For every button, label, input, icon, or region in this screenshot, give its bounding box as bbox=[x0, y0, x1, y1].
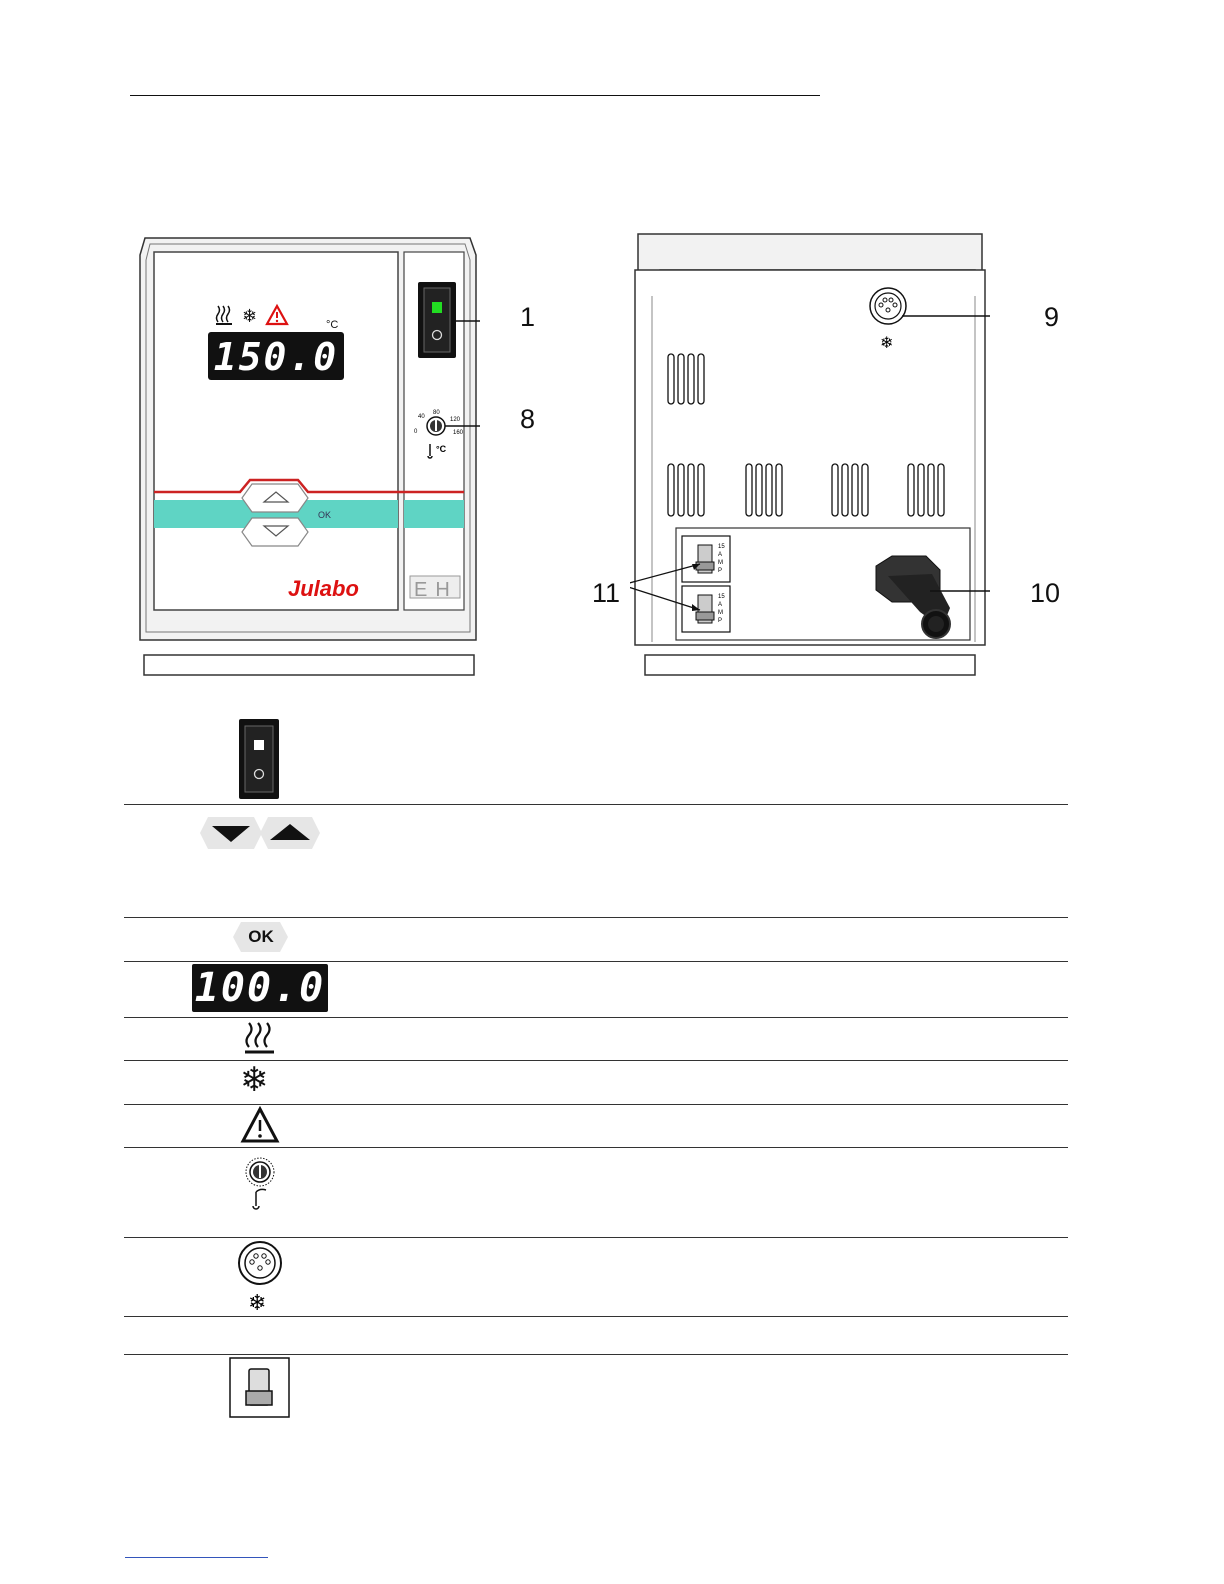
warning-icon bbox=[240, 1106, 280, 1144]
fuse-holder-2[interactable] bbox=[682, 586, 730, 632]
front-view-diagram bbox=[130, 230, 480, 680]
table-divider bbox=[124, 1237, 1068, 1238]
svg-text:M: M bbox=[718, 560, 723, 566]
model-label: EH bbox=[414, 579, 458, 601]
footer-rule bbox=[125, 1557, 268, 1558]
table-divider bbox=[124, 1017, 1068, 1018]
fuse-holder-1[interactable] bbox=[682, 536, 730, 582]
table-divider bbox=[124, 1147, 1068, 1148]
callout-10: 10 bbox=[1030, 578, 1061, 608]
callout-8: 8 bbox=[520, 404, 536, 434]
fuse-icon bbox=[229, 1357, 291, 1419]
svg-text:❄: ❄ bbox=[248, 1290, 267, 1314]
ok-button-label: OK bbox=[248, 927, 274, 946]
svg-text:0: 0 bbox=[414, 429, 418, 435]
table-divider bbox=[124, 961, 1068, 962]
svg-text:160: 160 bbox=[453, 430, 464, 436]
temperature-display: 150.0 bbox=[213, 335, 339, 379]
callout-9: 9 bbox=[1044, 302, 1060, 332]
ok-key-label: OK bbox=[318, 510, 332, 520]
svg-text:80: 80 bbox=[433, 410, 440, 416]
svg-text:15: 15 bbox=[718, 544, 725, 550]
heating-icon bbox=[244, 1021, 276, 1055]
cooling-icon: ❄ bbox=[240, 1061, 269, 1099]
callout-11: 11 bbox=[592, 578, 621, 608]
dial-unit: °C bbox=[436, 444, 447, 454]
svg-text:P: P bbox=[718, 618, 723, 624]
svg-text:M: M bbox=[718, 610, 723, 616]
setpoint-dial-icon bbox=[238, 1154, 282, 1214]
svg-text:P: P bbox=[718, 568, 723, 574]
table-divider bbox=[124, 917, 1068, 918]
unit-label: °C bbox=[326, 319, 339, 331]
rear-view-diagram bbox=[630, 230, 990, 680]
brand-logo: Julabo bbox=[288, 576, 359, 601]
cooling-icon: ❄ bbox=[242, 306, 258, 326]
cooling-connector-icon bbox=[236, 1240, 284, 1314]
svg-text:A: A bbox=[718, 602, 723, 608]
table-divider bbox=[124, 1354, 1068, 1355]
svg-text:120: 120 bbox=[450, 417, 461, 423]
power-switch-icon bbox=[238, 718, 282, 802]
svg-text:15: 15 bbox=[718, 594, 725, 600]
svg-text:A: A bbox=[718, 552, 723, 558]
header-rule bbox=[130, 95, 820, 96]
table-divider bbox=[124, 804, 1068, 805]
display-example: 100.0 bbox=[194, 965, 326, 1011]
svg-text:❄: ❄ bbox=[880, 335, 894, 352]
svg-text:40: 40 bbox=[418, 414, 425, 420]
table-divider bbox=[124, 1104, 1068, 1105]
table-divider bbox=[124, 1316, 1068, 1317]
arrow-keys-icon bbox=[198, 814, 322, 854]
callout-1: 1 bbox=[520, 302, 536, 332]
